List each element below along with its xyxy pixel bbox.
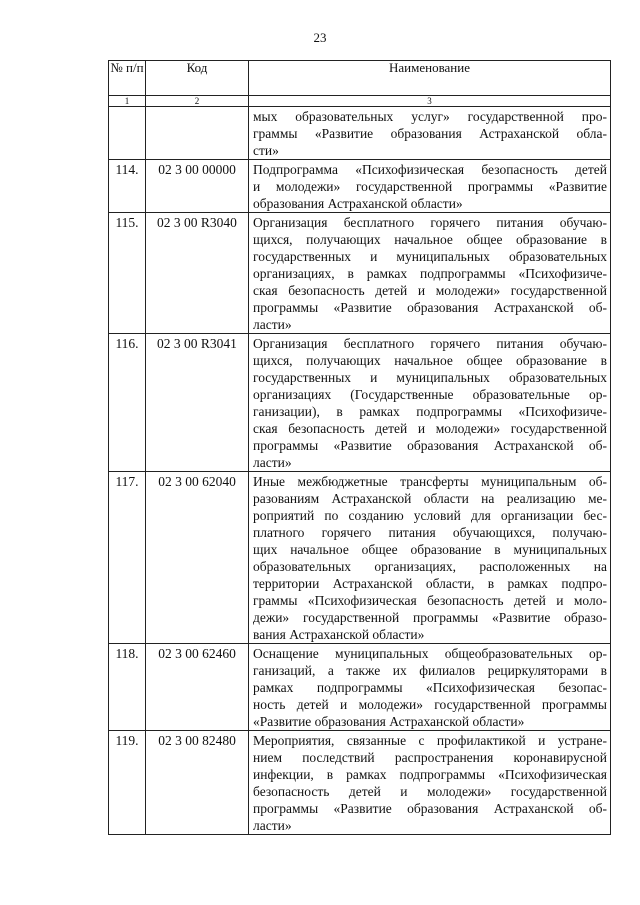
row-name-line: государственных и муниципальных образовательных — [253, 370, 607, 385]
row-name — [249, 472, 611, 644]
row-name-line: территории Астраханской области, в рамках подпро- — [253, 576, 607, 591]
table-header-row — [109, 61, 611, 96]
row-name — [249, 334, 611, 472]
column-index: 1 — [109, 96, 146, 107]
row-name-line: ласти» — [253, 455, 292, 470]
row-name-line: вания Астраханской области» — [253, 627, 425, 642]
row-number: 119. — [109, 731, 146, 835]
column-index: 2 — [146, 96, 249, 107]
header-name: Наименование — [249, 61, 611, 96]
row-name-line: инфекции, в рамках подпрограммы «Психофизическая — [253, 767, 607, 782]
row-number: 117. — [109, 472, 146, 644]
row-name-line: ганизации), в рамках подпрограммы «Психофизиче- — [253, 404, 607, 419]
row-name-line: граммы «Психофизическая безопасность детей и моло- — [253, 593, 607, 608]
row-name-line: разованиям Астраханской области на реализацию ме- — [253, 491, 607, 506]
row-name-line: государственных и муниципальных образовательных — [253, 249, 607, 264]
table-row — [109, 472, 611, 644]
table-row — [109, 107, 611, 160]
row-name-line: мых образовательных услуг» государственной про- — [253, 109, 607, 124]
row-name-line: организациях (Государственные образовательные ор- — [253, 387, 607, 402]
table-row — [109, 334, 611, 472]
row-name-line: и молодежи» государственной программы «Развитие — [253, 179, 607, 194]
budget-classification-table — [108, 60, 611, 835]
row-name-line: программы «Развитие образования Астраханской об- — [253, 438, 607, 453]
row-number: 118. — [109, 644, 146, 731]
table-row — [109, 160, 611, 213]
row-number: 114. — [109, 160, 146, 213]
row-name — [249, 644, 611, 731]
table-row — [109, 213, 611, 334]
row-name-line: «Развитие образования Астраханской области» — [253, 714, 525, 729]
row-name-line: Организация бесплатного горячего питания обучаю- — [253, 336, 607, 351]
row-name — [249, 107, 611, 160]
row-name-line: ганизаций, а также их филиалов рециркуляторами в — [253, 663, 607, 678]
column-index: 3 — [249, 96, 611, 107]
row-name-line: Организация бесплатного горячего питания обучаю- — [253, 215, 607, 230]
row-name — [249, 731, 611, 835]
row-name-line: щихся, получающих начальное общее образование в — [253, 232, 607, 247]
row-code: 02 3 00 82480 — [146, 731, 249, 835]
row-name-line: образования Астраханской области» — [253, 196, 463, 211]
row-code — [146, 107, 249, 160]
header-code: Код — [146, 61, 249, 96]
row-name-line: ласти» — [253, 818, 292, 833]
row-name-line: ская безопасность детей и молодежи» государственной — [253, 283, 607, 298]
row-name-line: ласти» — [253, 317, 292, 332]
row-code: 02 3 00 62040 — [146, 472, 249, 644]
row-name-line: образовательных организациях, расположенных на — [253, 559, 607, 574]
row-name-line: Мероприятия, связанные с профилактикой и устране- — [253, 733, 607, 748]
row-number: 116. — [109, 334, 146, 472]
row-number — [109, 107, 146, 160]
row-name-line: рамках подпрограммы «Психофизическая безопас- — [253, 680, 607, 695]
row-name-line: Иные межбюджетные трансферты муниципальным об- — [253, 474, 607, 489]
row-name-line: организациях, в рамках подпрограммы «Психофизиче- — [253, 266, 607, 281]
row-name-line: Подпрограмма «Психофизическая безопасность детей — [253, 162, 607, 177]
row-name-line: программы «Развитие образования Астраханской об- — [253, 801, 607, 816]
row-code: 02 3 00 62460 — [146, 644, 249, 731]
column-index-row — [109, 96, 611, 107]
row-name — [249, 160, 611, 213]
row-name-line: Оснащение муниципальных общеобразовательных ор- — [253, 646, 607, 661]
row-name-line: безопасность детей и молодежи» государственной — [253, 784, 607, 799]
row-code: 02 3 00 R3040 — [146, 213, 249, 334]
row-name-line: нием последствий распространения коронавирусной — [253, 750, 607, 765]
row-name-line: роприятий по созданию условий для организации бес- — [253, 508, 607, 523]
row-name-line: щихся, получающих начальное общее образование в — [253, 353, 607, 368]
row-name-line: ность детей и молодежи» государственной программы — [253, 697, 607, 712]
row-name — [249, 213, 611, 334]
row-code: 02 3 00 00000 — [146, 160, 249, 213]
header-num: № п/п — [109, 61, 146, 96]
row-name-line: ская безопасность детей и молодежи» государственной — [253, 421, 607, 436]
row-code: 02 3 00 R3041 — [146, 334, 249, 472]
row-name-line: дежи» государственной программы «Развитие образо- — [253, 610, 607, 625]
table-row — [109, 644, 611, 731]
row-name-line: программы «Развитие образования Астраханской об- — [253, 300, 607, 315]
row-name-line: платного горячего питания обучающихся, получаю- — [253, 525, 607, 540]
row-name-line: щих начальное общее образование в муниципальных — [253, 542, 607, 557]
row-name-line: сти» — [253, 143, 279, 158]
page-number: 23 — [313, 30, 327, 45]
row-number: 115. — [109, 213, 146, 334]
table-row — [109, 731, 611, 835]
row-name-line: граммы «Развитие образования Астраханской обла- — [253, 126, 607, 141]
